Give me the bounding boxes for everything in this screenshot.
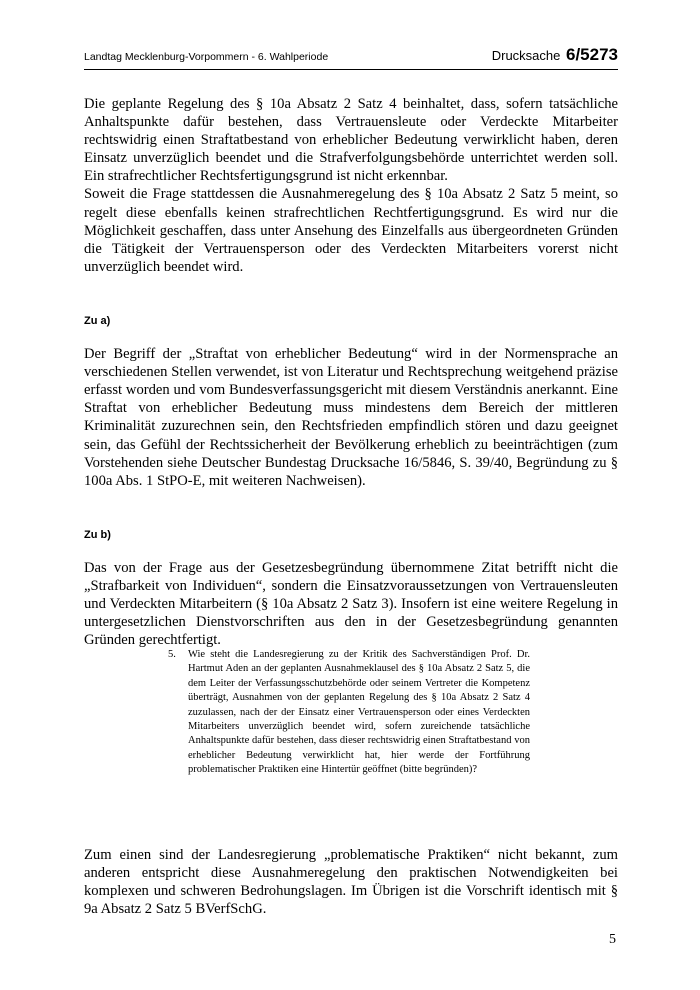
paragraph-2: Soweit die Frage stattdessen die Ausnahmeregelung des § 10a Absatz 2 Satz 5 meint, so regelt diese ebenfalls keinen strafrechtlichen Rechtfertigungsgrund. Es wird nur die Möglichkeit geschaffen, dass unter Ansehung des Einzelfalls aus übergeordneten Gründen die Tätigkeit der Vertrauensperson oder des Verdeckten Mitarbeiters vorerst nicht unverzüglich beendet wird.	[84, 186, 618, 275]
page-number: 5	[609, 932, 616, 947]
answer-paragraph: Zum einen sind der Landesregierung „problematische Praktiken“ nicht bekannt, zum anderen entspricht diese Ausnahmeregelung den praktischen Notwendigkeiten bei komplexen und schweren Bedrohungslagen. Im Übrigen ist die Vorschrift identisch mit § 9a Absatz 2 Satz 5 BVerfSchG.	[84, 847, 618, 918]
paragraph-zu-a: Der Begriff der „Straftat von erheblicher Bedeutung“ wird in der Normensprache an verschiedenen Stellen verwendet, ist von Literatur und Rechtsprechung weitgehend präzise erfasst worden und vom Bundesverfassungsgericht mit diesem Verständnis anerkannt. Eine Straftat von erheblicher Bedeutung muss mindestens dem Bereich der mittleren Kriminalität zuzurechnen sein, den Rechtsfrieden empfindlich stören und dazu geeignet sein, das Gefühl der Rechtssicherheit der Bevölkerung erheblich zu beeinträchtigen (zum Vorstehenden siehe Deutscher Bundestag Drucksache 16/5846, S. 39/40, Begründung zu § 100a Abs. 1 StPO-E, mit weiteren Nachweisen).	[84, 346, 618, 489]
page-header	[84, 45, 618, 70]
paragraph-zu-b: Das von der Frage aus der Gesetzesbegründung übernommene Zitat betrifft nicht die „Strafbarkeit von Individuen“, sondern die Einsatzvoraussetzungen von Vertrauensleuten und Verdeckten Mitarbeitern (§ 10a Absatz 2 Satz 3). Insofern ist eine weitere Regelung in untergesetzlichen Dienstvorschriften aus den in der Gesetzesbegründung genannten Gründen gerechtfertigt.	[84, 559, 618, 649]
question-number: 5.	[168, 649, 176, 660]
heading-zu-b: Zu b)	[84, 528, 111, 541]
document-number-value: 6/5273	[566, 45, 618, 64]
question-text: Wie steht die Landesregierung zu der Kritik des Sachverständigen Prof. Dr. Hartmut Aden an der geplanten Ausnahmeklausel des § 10a Absatz 2 Satz 5, die dem Leiter der Verfassungsschutzbehörde oder seinem Vertreter die Kompetenz überträgt, Ausnahmen von der geplanten Regelung des § 10a Absatz 2 Satz 4 zuzulassen, nach der der Einsatz einer Vertrauensperson oder eines Verdeckten Mitarbeiters unverzüglich beendet wird, sofern zureichende tatsächliche Anhaltspunkte dafür bestehen, dass dieser rechtswidrig einen Straftatbestand von erheblicher Bedeutung verwirklicht hat, hier werde der Fortführung problematischer Praktiken eine Hintertür geöffnet (bitte begründen)?	[188, 649, 530, 776]
heading-zu-a: Zu a)	[84, 314, 111, 327]
document-number-label: Drucksache	[491, 48, 561, 63]
document-body	[84, 95, 618, 649]
paragraph-1: Die geplante Regelung des § 10a Absatz 2 Satz 4 beinhaltet, dass, sofern tatsächliche Anhaltspunkte dafür bestehen, dass Vertrauensleute oder Verdeckte Mitarbeiter rechtswidrig einen Straftatbestand von erheblicher Bedeutung verwirklicht haben, deren Einsatz unverzüglich beendet und die Strafverfolgungsbehörde unterrichtet werden soll. Ein strafrechtlicher Rechtsfertigungsgrund ist nicht erkennbar.	[84, 96, 618, 185]
document-number	[492, 45, 618, 65]
parliament-label: Landtag Mecklenburg-Vorpommern - 6. Wahlperiode	[84, 51, 329, 63]
question-block	[168, 648, 530, 778]
